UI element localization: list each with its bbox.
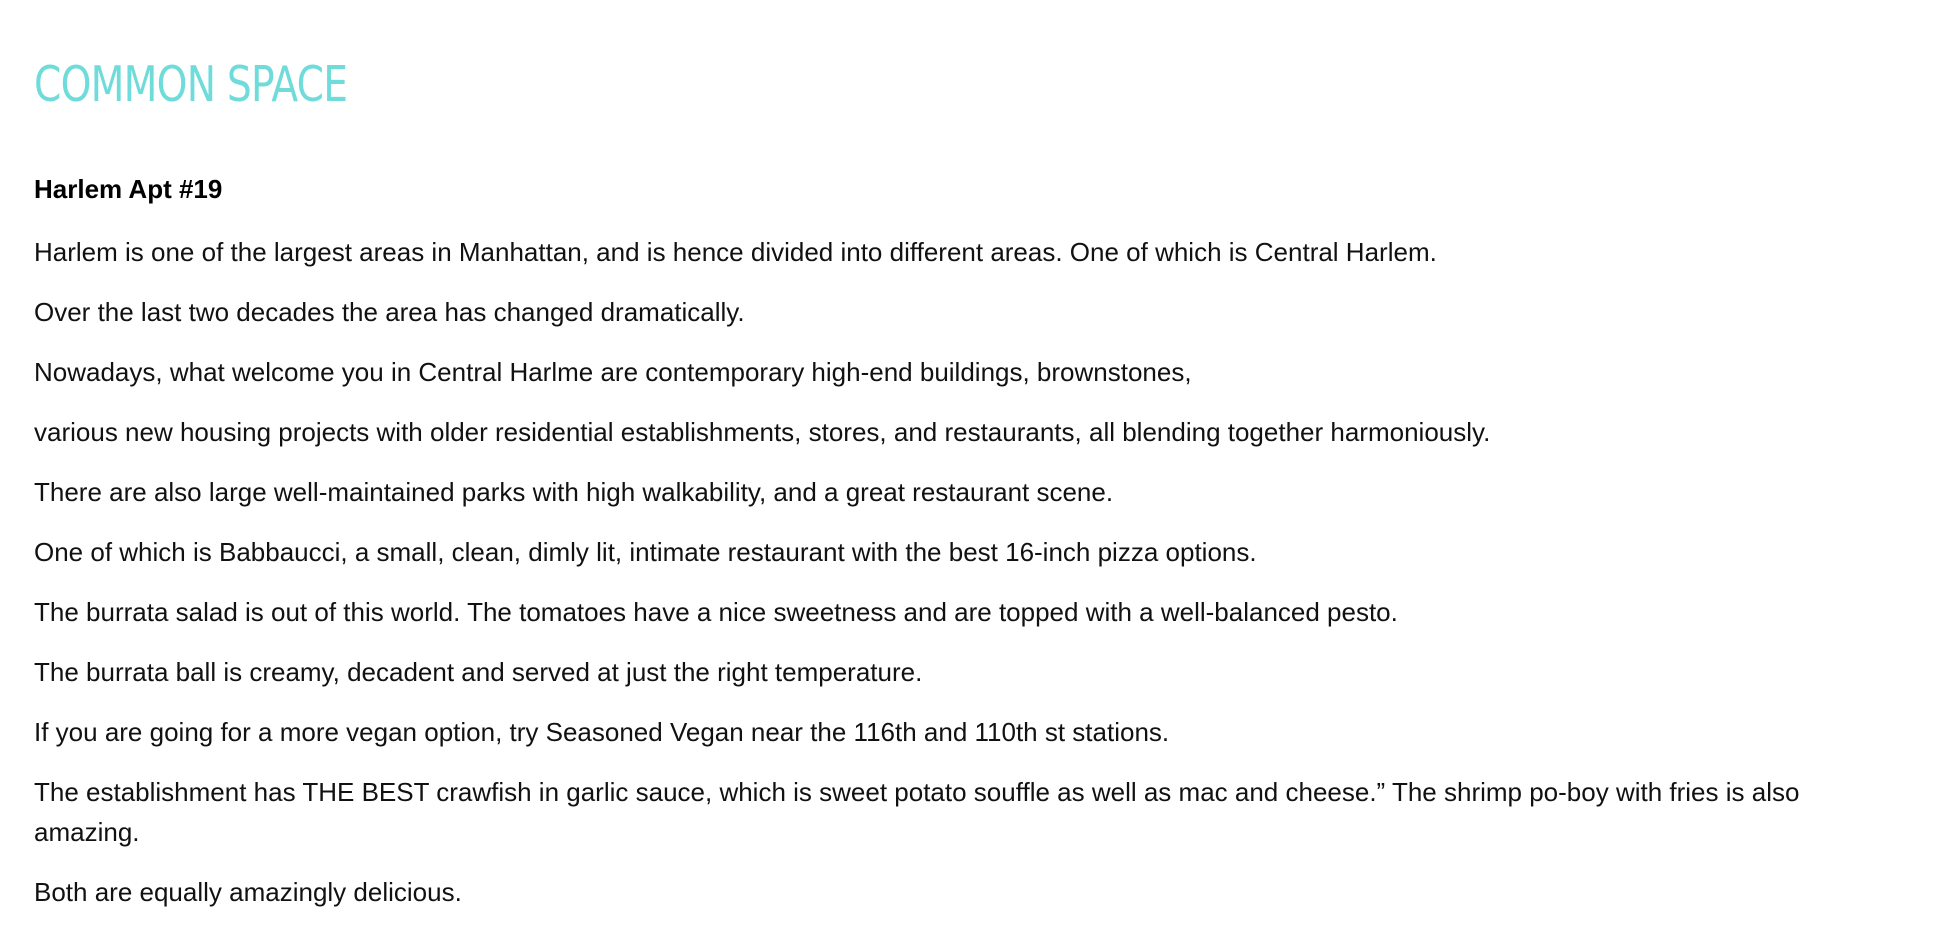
article-body — [34, 232, 1904, 932]
paragraph: The burrata salad is out of this world. The tomatoes have a nice sweetness and are topped with a well-balanced pesto. — [34, 597, 1398, 627]
article-heading: Harlem Apt #19 — [34, 174, 223, 204]
paragraph: Harlem is one of the largest areas in Manhattan, and is hence divided into different areas. One of which is Central Harlem. — [34, 237, 1437, 267]
paragraph: One of which is Babbaucci, a small, clean, dimly lit, intimate restaurant with the best 16-inch pizza options. — [34, 537, 1257, 567]
section-title: COMMON SPACE — [34, 56, 348, 113]
paragraph: Nowadays, what welcome you in Central Harlme are contemporary high-end buildings, brownstones, — [34, 357, 1192, 387]
paragraph: There are also large well-maintained parks with high walkability, and a great restaurant scene. — [34, 477, 1114, 507]
paragraph: If you are going for a more vegan option, try Seasoned Vegan near the 116th and 110th st stations. — [34, 717, 1170, 747]
paragraph: The burrata ball is creamy, decadent and served at just the right temperature. — [34, 657, 923, 687]
paragraph: Over the last two decades the area has changed dramatically. — [34, 297, 745, 327]
paragraph: various new housing projects with older residential establishments, stores, and restaurants, all blending together harmoniously. — [34, 417, 1491, 447]
paragraph: The establishment has THE BEST crawfish in garlic sauce, which is sweet potato souffle as well as mac and cheese.” The shrimp po-boy with fries is also amazing. — [34, 777, 1800, 847]
paragraph: Both are equally amazingly delicious. — [34, 877, 462, 907]
